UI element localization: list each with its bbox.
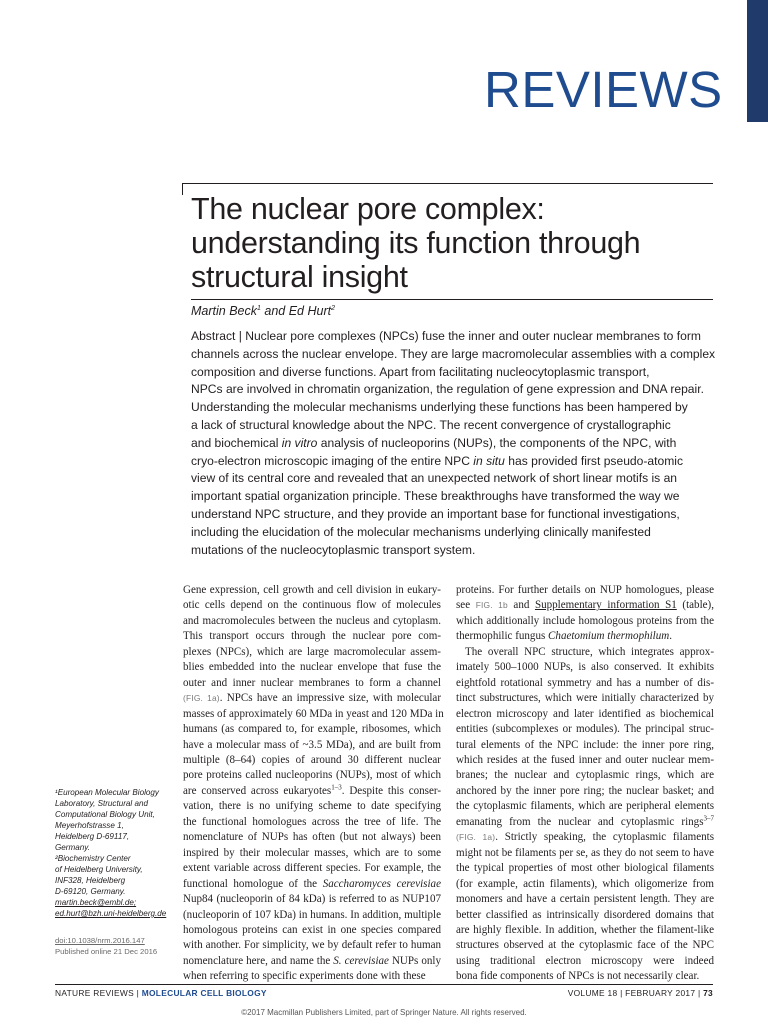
abstract-line: including the elucidation of the molecular mechanisms underlying clinically manifested [191, 524, 651, 539]
doi-block [55, 935, 157, 957]
body-line: electron microscopy and later identified as biochemical [456, 707, 714, 720]
body-line: structures observed at the cytoplasmic face of the NPC [456, 939, 714, 952]
abstract-line: Abstract | Nuclear pore complexes (NPCs) fuse the inner and outer nuclear membranes to form [191, 329, 701, 343]
body-line: with another. For simplicity, we by default refer to human [183, 939, 441, 952]
author-list [191, 304, 335, 318]
abstract-line: cryo-electron microscopic imaging of the entire NPC in situ has provided first pseudo-atomic [191, 453, 684, 468]
body-line: eightfold rotational symmetry and has a number of dis- [456, 676, 714, 689]
body-line: might not be filaments per se, as they do not seem to have [456, 846, 714, 859]
affiliation-line: Meyerhofstrasse 1, [55, 821, 124, 830]
copyright-notice: ©2017 Macmillan Publishers Limited, part of Springer Nature. All rights reserved. [241, 1008, 527, 1017]
authors-rule [191, 299, 713, 300]
body-line: see FIG. 1b and Supplementary information S1 (table), [456, 599, 714, 612]
affiliation-line: ²Biochemistry Center [55, 854, 131, 863]
affiliation-line: D-69120, Germany. [55, 887, 126, 896]
body-line: pore proteins called nucleoporins (NUPs), most of which [183, 769, 441, 782]
body-line: nomenclature here, and name the S. cerevisiae NUPs only [183, 954, 441, 967]
abstract-line: channels across the nuclear envelope. They are large macromolecular assemblies with a complex [191, 346, 716, 361]
journal-name: NATURE REVIEWS | MOLECULAR CELL BIOLOGY [55, 988, 267, 998]
body-column-left [183, 583, 444, 985]
body-line: thermophilic fungus Chaetomium thermophilum. [456, 630, 673, 643]
body-line: homologous proteins can exist in one species compared [183, 923, 441, 936]
abstract-line: and biochemical in vitro analysis of nucleoporins (NUPs), the components of the NPC, with [191, 435, 677, 450]
body-line: have a molecular mass of ~3.5 MDa), and are built from [183, 738, 441, 751]
affiliation-line: Computational Biology Unit, [55, 810, 155, 819]
issue-info: VOLUME 18 | FEBRUARY 2017 | 73 [567, 988, 713, 998]
citation-ref-link[interactable]: 1–3 [331, 783, 342, 792]
abstract-line: composition and diverse functions. Apart from facilitating nucleocytoplasmic transport, [191, 364, 650, 379]
affiliation-line: Laboratory, Structural and [55, 799, 148, 808]
body-line: tural elements of the NPC include: the inner pore ring, [456, 738, 714, 751]
abstract-line: mutations of the nucleocytoplasmic transport system. [191, 542, 476, 557]
title-rule [182, 183, 713, 184]
body-line: blies embedded into the nuclear envelope that fuse the [183, 661, 441, 674]
body-column-right [456, 583, 714, 985]
affiliations [55, 787, 180, 919]
body-line: anchored by the inner pore ring; the nuclear basket; and [456, 784, 714, 797]
figure-ref-link[interactable]: (FIG. 1a) [183, 693, 220, 704]
body-line: outer and inner nuclear membranes to form a channel [183, 676, 441, 689]
title-line: structural insight [191, 260, 408, 294]
affiliation-line: Heidelberg D-69117, [55, 832, 130, 841]
body-line: bona fide components of NPCs is not necessarily clear. [456, 970, 700, 983]
abstract-line: Understanding the molecular mechanisms underlying these functions has been hampered by [191, 400, 688, 415]
body-line: humans (as compared to, for example, ribosomes, which [183, 723, 441, 736]
body-line: branes; the nuclear and cytoplasmic rings, which are [456, 769, 714, 782]
figure-ref-link[interactable]: (FIG. 1a) [456, 832, 496, 843]
body-line: proteins. For further details on NUP homologues, please [456, 584, 714, 596]
body-line: (FIG. 1a). NPCs have an impressive size, with molecular [183, 692, 441, 705]
affiliation-line: ¹European Molecular Biology [55, 788, 159, 797]
abstract-line: important spatial organization principle. These breakthroughs have transformed the way we [191, 489, 680, 504]
body-line: masses of approximately 60 MDa in yeast and 120 MDa in [183, 707, 444, 720]
affiliation-marker: 1 [257, 304, 261, 312]
body-line: (for example, actin filaments), which oligomerize from [456, 877, 714, 890]
published-date: Published online 21 Dec 2016 [55, 947, 158, 956]
title-line: The nuclear pore complex: [191, 192, 545, 226]
body-line: multiple (8–64) copies of around 30 different nuclear [183, 753, 441, 766]
title-rule-vertical [182, 183, 183, 195]
body-line: are highly flexible. In addition, whether the filament-like [456, 923, 714, 936]
affiliation-line: INF328, Heidelberg [55, 876, 126, 885]
body-line: functional homologue of the Saccharomyces cerevisiae [183, 877, 441, 890]
body-line: and macromolecules between the nucleus and cytoplasm. [183, 614, 441, 627]
email-link[interactable]: martin.beck@embl.de; [55, 898, 137, 907]
body-line: the functional homologues across the tree of life. The [183, 815, 441, 828]
abstract-line: NPCs are involved in chromatin organization, the regulation of gene expression and DNA repair. [191, 382, 704, 397]
figure-ref-link[interactable]: FIG. 1b [475, 600, 508, 611]
body-line: extent variable across different species. For example, the [183, 862, 441, 875]
affiliation-line: Germany. [55, 843, 90, 852]
body-line: inspired by their molecular masses, which are to some [183, 846, 441, 859]
body-line: entities (subcomplexes or modules). The principal struc- [456, 723, 714, 736]
body-line: which resides at the fused inner and outer nuclear mem- [456, 753, 714, 766]
brand-accent-bar [747, 0, 768, 122]
abstract-line: understand NPC structure, and they provide an important base for functional investigations, [191, 506, 680, 521]
article-title [191, 192, 711, 294]
body-line: imately 500–1000 NUPs, is also conserved. It exhibits [456, 661, 714, 674]
body-line: Gene expression, cell growth and cell division in eukary- [183, 584, 441, 596]
body-line: using traditional electron microscopy were indeed [456, 954, 714, 967]
body-line: The overall NPC structure, which integrates approx- [465, 645, 714, 658]
body-line: better classified as intrinsically disordered domains that [456, 908, 714, 921]
body-line: Nup84 (nucleoporin of 84 kDa) is referred to as NUP107 [183, 893, 441, 906]
body-line: This transport occurs through the nuclear pore com- [183, 630, 441, 643]
author-name: Martin Beck [191, 304, 257, 318]
body-line: which additionally include homologous proteins from the [456, 614, 714, 627]
doi-link[interactable]: doi:10.1038/nrm.2016.147 [55, 936, 145, 945]
body-line: (FIG. 1a). Strictly speaking, the cytoplasmic filaments [456, 831, 714, 844]
body-line: tinct substructures, which were initially characterized by [456, 692, 714, 705]
body-line: nomenclature of NUPs has often (but not always) been [183, 831, 441, 844]
affiliation-marker: 2 [331, 304, 335, 312]
body-line: the typical properties of most other biological filaments [456, 862, 714, 875]
body-line: when referring to specific experiments done with these [183, 970, 426, 983]
body-line: plexes (NPCs), which are large macromolecular assem- [183, 645, 441, 658]
author-name: and Ed Hurt [260, 304, 332, 318]
citation-ref-link[interactable]: 3–7 [703, 814, 714, 823]
body-line: vation, there is no unifying scheme to date specifying [183, 800, 441, 813]
title-line: understanding its function through [191, 226, 641, 260]
abstract-line: a lack of structural knowledge about the NPC. The recent convergence of crystallographic [191, 417, 671, 432]
supplementary-info-link[interactable]: Supplementary information S1 [534, 599, 677, 612]
body-line: the cytoplasmic filaments, which are peripheral elements [456, 800, 714, 813]
affiliation-line: of Heidelberg University, [55, 865, 143, 874]
email-link[interactable]: ed.hurt@bzh.uni-heidelberg.de [55, 909, 167, 918]
page-number: 73 [703, 988, 713, 998]
body-line: emanating from the nuclear and cytoplasmic rings$^{3-7}$ [456, 814, 714, 828]
body-line: (nucleoporin of 107 kDa) in humans. In addition, multiple [183, 908, 441, 921]
footer-rule [55, 984, 713, 985]
abstract [191, 328, 715, 559]
abstract-line: view of its central core and revealed that an unexpected network of short linear motifs is an [191, 471, 678, 486]
body-line: monomers and have a certain persistent length. They are [456, 893, 714, 906]
section-heading: REVIEWS [484, 61, 723, 118]
body-line: are conserved across eukaryotes$^{1-3}$. Despite this conser- [183, 783, 441, 797]
body-line: otic cells depend on the continuous flow of molecules [183, 599, 441, 612]
